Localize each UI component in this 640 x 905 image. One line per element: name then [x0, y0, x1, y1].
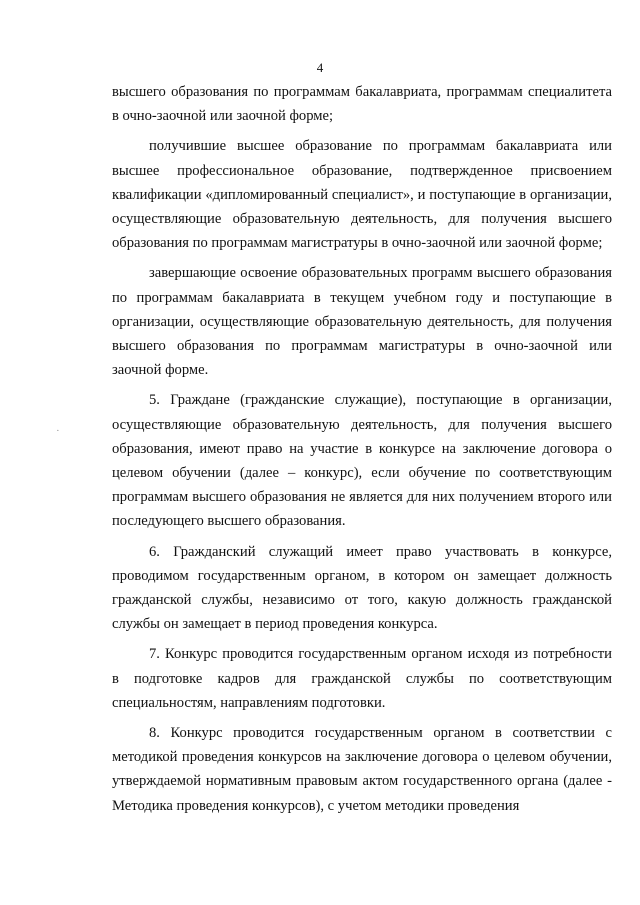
- paragraph: 7. Конкурс проводится государственным органом исходя из потребности в подготовке кадров для гражданской службы по соответствующим специальностям, направлениям подготовки.: [112, 646, 612, 711]
- paragraph: 5. Граждане (гражданские служащие), поступающие в организации, осуществляющие образовательную деятельность, для получения высшего образования, имеют право на участие в конкурсе на заключение договора о целевом обучении (далее – конкурс), если обучение по соответствующим программам высшего образования не является для них получением второго или последующего высшего образования.: [112, 392, 612, 530]
- paragraph: 8. Конкурс проводится государственным органом в соответствии с методикой проведения конкурсов на заключение договора о целевом обучении, утверждаемой нормативным правовым актом государственного органа (далее - Методика проведения конкурсов), с учетом методики проведения: [112, 725, 612, 814]
- paragraph: получившие высшее образование по программам бакалавриата или высшее профессиональное образование, подтвержденное присвоением квалификации «дипломированный специалист», и поступающие в организации, осуществляющие образовательную деятельность, для получения высшего образования по программам магистратуры в очно-заочной или заочной форме;: [112, 138, 612, 252]
- margin-mark: ·: [56, 425, 60, 437]
- paragraph: 6. Гражданский служащий имеет право участвовать в конкурсе, проводимом государственным органом, в котором он замещает должность гражданской службы, независимо от того, какую должность гражданской службы он замещает в период проведения конкурса.: [112, 543, 612, 633]
- page-number: 4: [316, 60, 324, 75]
- document-body: [112, 80, 612, 818]
- paragraph: высшего образования по программам бакалавриата, программам специалитета в очно-заочной или заочной форме;: [112, 84, 612, 125]
- paragraph: завершающие освоение образовательных программ высшего образования по программам бакалавриата в текущем учебном году и поступающие в организации, осуществляющие образовательную деятельность, для получения высшего образования по программам магистратуры в очно-заочной или заочной форме.: [112, 265, 612, 379]
